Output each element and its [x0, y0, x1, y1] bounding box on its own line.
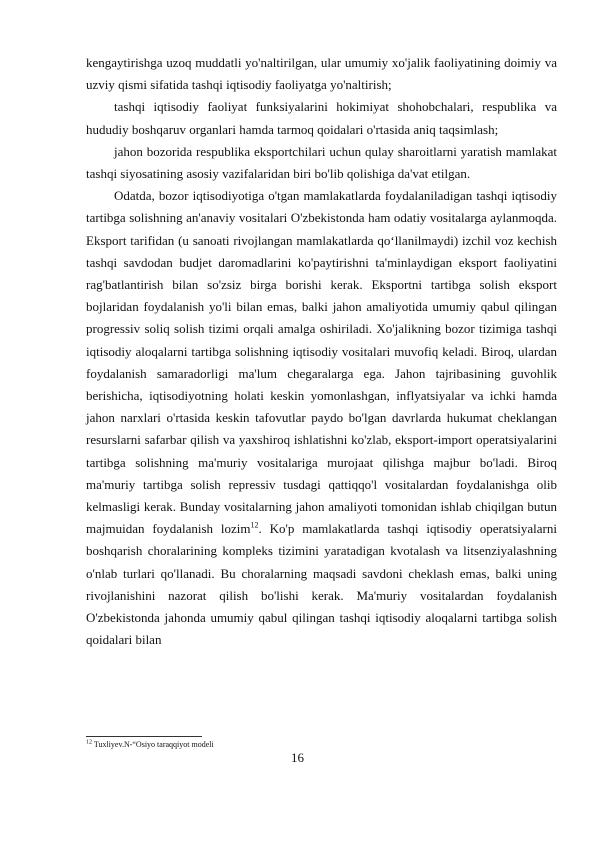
- page-number: 16: [291, 750, 304, 765]
- paragraph-2: tashqi iqtisodiy faoliyat funksiyalarini hokimiyat shohobchalari, respublika va hududiy boshqaruv organlari hamda tarmoq qoidalari o'rtasida aniq taqsimlash;: [86, 99, 557, 137]
- footnote-number: 12: [86, 739, 92, 746]
- footnote: [86, 740, 557, 750]
- paragraph-4: [86, 185, 557, 651]
- body-text: [86, 52, 557, 651]
- paragraph-1: kengaytirishga uzoq muddatli yo'naltirilgan, ular umumiy xo'jalik faoliyatining doimiy va uzviy qismi sifatida tashqi iqtisodiy faoliyatga yo'naltirish;: [86, 55, 557, 93]
- paragraph-4-text: Odatda, bozor iqtisodiyotiga o'tgan mamlakatlarda foydalaniladigan tashqi iqtisodiy tartibga solishning an'anaviy vositalari O'zbekistonda ham odatiy vositalarga aylanmoqda. Eksport tarifidan (u sanoati rivojlangan mamlakatlarda qo‘llanilmaydi) izchil voz kechish tashqi savdodan budjet daromadlarini ko'paytirishni ta'minlaydigan eksport faoliyatini rag'batlantirish bilan so'zsiz birga borishi kerak. Eksportni tartibga solish eksport bojlaridan foydalanish yo'li bilan emas, balki jahon amaliyotida umumiy qabul qilingan progressiv soliq solish tizimi orqali amalga oshiriladi. Xo'jalikning bozor tizimiga tashqi iqtisodiy aloqalarni tartibga solishning iqtisodiy vositalari muvofiq keladi. Biroq, ulardan foydalanish samaradorligi ma'lum chegaralarga ega. Jahon tajribasining guvohlik berishicha, iqtisodiyotning holati keskin yomonlashgan, inflyatsiyalar va ichki hamda jahon narxlari o'rtasida keskin tafovutlar paydo bo'lgan davrlarda hukumat cheklangan resurslarni safarbar qilish va yaxshiroq ishlatishni ko'zlab, eksport-import operatsiyalarini tartibga solishning ma'muriy vositalariga murojaat qilishga majbur bo'ladi. Biroq ma'muriy tartibga solish repressiv tusdagi qattiqqo'l vositalardan foydalanishga olib kelmasligi kerak. Bunday vositalarning jahon amaliyoti tomonidan ishlab chiqilgan butun majmuidan foydalanish lozim: [86, 188, 557, 537]
- footnote-text: Tuxliyev.N-“Osiyo taraqqiyot modeli: [92, 740, 214, 749]
- footnote-reference[interactable]: 12: [250, 520, 259, 530]
- footnote-divider: [86, 736, 202, 737]
- paragraph-4-tail: . Ko'p mamlakatlarda tashqi iqtisodiy operatsiyalarni boshqarish choralarining kompleks tizimini yaratadigan kvotalash va litsenziyalashning o'nlab turlari qo'llanadi. Bu choralarning maqsadi savdoni cheklash emas, balki uning rivojlanishini nazorat qilish bo'lishi kerak. Ma'muriy vositalardan foydalanish O'zbekistonda jahonda umumiy qabul qilingan tashqi iqtisodiy aloqalarni tartibga solish qoidalari bilan: [86, 521, 557, 648]
- paragraph-3: jahon bozorida respublika eksportchilari uchun qulay sharoitlarni yaratish mamlakat tashqi siyosatining asosiy vazifalaridan biri bo'lib qolishiga da'vat etilgan.: [86, 143, 557, 182]
